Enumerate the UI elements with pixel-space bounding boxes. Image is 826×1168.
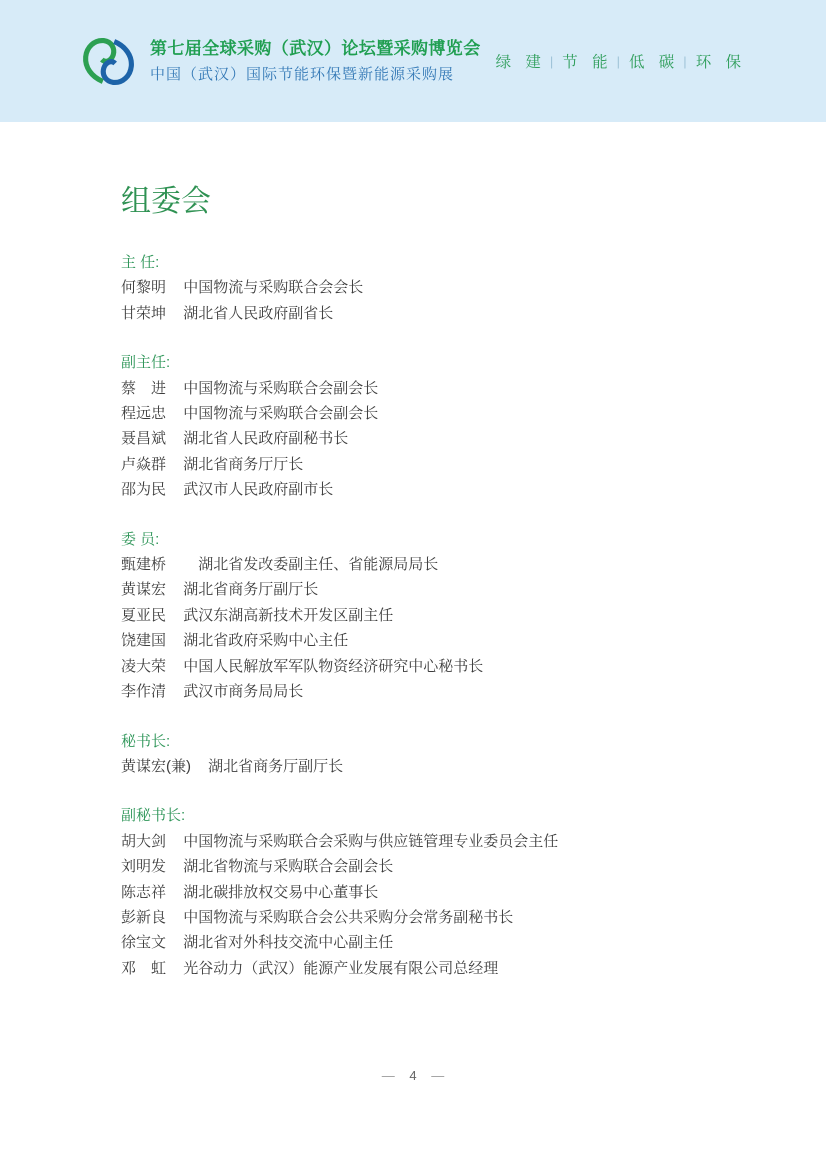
committee-section: [121, 803, 766, 981]
member-name: 刘明发: [121, 858, 167, 876]
member-name: 黄谋宏(兼): [121, 757, 191, 775]
member-title: 武汉市人民政府副市长: [183, 481, 334, 499]
member-title: 湖北碳排放权交易中心董事长: [183, 883, 379, 901]
member-row: [121, 401, 766, 426]
committee-section: [121, 527, 766, 705]
member-title: 湖北省人民政府副秘书长: [183, 430, 349, 448]
member-list: [121, 829, 766, 981]
member-title: 中国物流与采购联合会采购与供应链管理专业委员会主任: [183, 832, 559, 850]
member-name: 邵为民: [121, 481, 167, 499]
member-row: [121, 603, 766, 628]
member-name: 饶建国: [121, 632, 167, 650]
member-name: 李作清: [121, 683, 167, 701]
page-title: 组委会: [121, 185, 211, 218]
member-row: [121, 426, 766, 451]
member-name: 黄谋宏: [121, 581, 167, 599]
brand-text: [150, 38, 481, 84]
member-name: 何黎明: [121, 279, 167, 297]
member-title: 湖北省商务厅副厅长: [208, 757, 344, 775]
expo-subtitle: 中国（武汉）国际节能环保暨新能源采购展: [150, 66, 455, 84]
member-row: [121, 956, 766, 981]
member-name: 甄建桥: [121, 556, 182, 574]
member-name: 卢焱群: [121, 455, 167, 473]
committee-section: [121, 250, 766, 326]
member-row: [121, 854, 766, 879]
member-title: 光谷动力（武汉）能源产业发展有限公司总经理: [183, 959, 499, 977]
member-title: 湖北省发改委副主任、省能源局局长: [198, 556, 439, 574]
member-title: 中国物流与采购联合会副会长: [183, 405, 379, 423]
member-name: 甘荣坤: [121, 304, 167, 322]
member-row: [121, 628, 766, 653]
member-list: [121, 376, 766, 503]
page-footer: [0, 1068, 826, 1083]
nav-separator: |: [616, 53, 620, 69]
member-name: 蔡 进: [121, 379, 167, 397]
header-nav-item: 节 能: [562, 54, 613, 71]
member-title: 湖北省人民政府副省长: [183, 304, 334, 322]
member-name: 彭新良: [121, 908, 167, 926]
member-name: 徐宝文: [121, 934, 167, 952]
member-name: 夏亚民: [121, 606, 167, 624]
member-title: 湖北省商务厅厅长: [183, 455, 304, 473]
section-label: 主 任:: [121, 254, 160, 271]
section-label: 副主任:: [121, 354, 171, 372]
page-number: 4: [409, 1068, 417, 1083]
committee-section: [121, 729, 766, 780]
member-row: [121, 654, 766, 679]
expo-brand: [80, 33, 481, 90]
member-row: [121, 552, 766, 577]
member-name: 胡大剑: [121, 832, 167, 850]
section-label: 秘书长:: [121, 732, 171, 750]
committee-content: [0, 122, 826, 981]
header-nav-item: 低 碳: [628, 54, 680, 71]
section-label: 委 员:: [121, 530, 160, 548]
member-title: 湖北省物流与采购联合会副会长: [183, 858, 394, 876]
member-title: 湖北省商务厅副厅长: [183, 581, 319, 599]
member-title: 中国物流与采购联合会副会长: [183, 379, 379, 397]
header-nav-item: 环 保: [695, 54, 746, 71]
member-row: [121, 930, 766, 955]
footer-left-dash: —: [381, 1068, 395, 1083]
member-list: [121, 754, 766, 779]
member-row: [121, 829, 766, 854]
member-row: [121, 577, 766, 602]
member-title: 湖北省对外科技交流中心副主任: [183, 934, 394, 952]
member-list: [121, 275, 766, 326]
member-row: [121, 477, 766, 502]
member-name: 程远忠: [121, 405, 167, 423]
member-row: [121, 301, 766, 326]
member-title: 武汉东湖高新技术开发区副主任: [183, 606, 394, 624]
member-row: [121, 452, 766, 477]
member-row: [121, 880, 766, 905]
member-name: 邓 虹: [121, 959, 167, 977]
member-name: 陈志祥: [121, 883, 167, 901]
member-title: 湖北省政府采购中心主任: [183, 632, 349, 650]
member-title: 武汉市商务局局长: [183, 683, 304, 701]
member-name: 凌大荣: [121, 657, 167, 675]
member-title: 中国物流与采购联合会公共采购分会常务副秘书长: [183, 908, 514, 926]
expo-title: 第七届全球采购（武汉）论坛暨采购博览会: [150, 38, 481, 58]
page-header: [0, 0, 826, 122]
expo-logo-icon: [80, 33, 137, 90]
member-list: [121, 552, 766, 704]
member-row: [121, 376, 766, 401]
nav-separator: |: [683, 53, 687, 69]
committee-section: [121, 350, 766, 502]
member-name: 聂昌斌: [121, 430, 167, 448]
member-row: [121, 679, 766, 704]
footer-right-dash: —: [431, 1068, 445, 1083]
member-title: 中国物流与采购联合会会长: [183, 279, 364, 297]
member-row: [121, 275, 766, 300]
committee-sections: [121, 250, 766, 981]
member-row: [121, 905, 766, 930]
header-nav: [496, 50, 746, 72]
header-nav-item: 绿 建: [495, 54, 546, 71]
section-label: 副秘书长:: [121, 807, 186, 825]
member-title: 中国人民解放军军队物资经济研究中心秘书长: [183, 657, 484, 675]
member-row: [121, 754, 766, 779]
nav-separator: |: [549, 53, 554, 69]
